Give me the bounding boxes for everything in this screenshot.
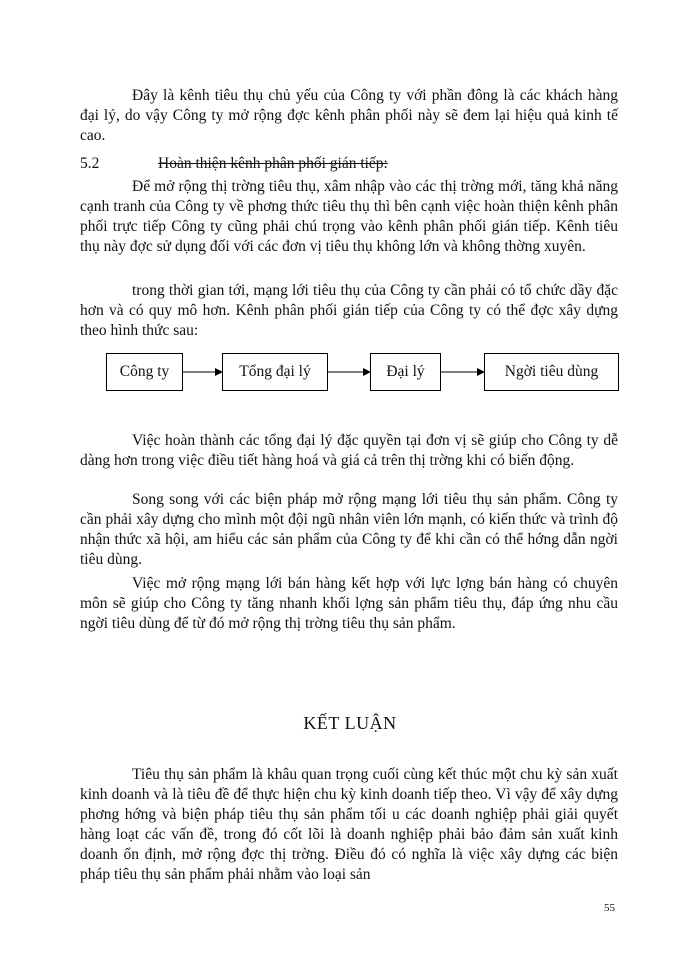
section-number: 5.2	[80, 155, 100, 172]
node-agent: Đại lý	[370, 353, 441, 391]
node-company: Công ty	[106, 353, 183, 391]
node-general-agent: Tổng đại lý	[222, 353, 328, 391]
paragraph-network: trong thời gian tới, mạng lới tiêu thụ của Công ty cần phải có tổ chức dầy đặc hơn và có quy mô hơn. Kênh phân phối gián tiếp của Công ty có thể đợc xây dựng theo hình thức sau:	[80, 282, 618, 339]
paragraph-general-agents: Việc hoàn thành các tổng đại lý đặc quyền tại đơn vị sẽ giúp cho Công ty dễ dàng hơn trong việc điều tiết hàng hoá và giá cả trên thị trờng khi có biến động.	[80, 432, 618, 469]
paragraph-staff: Song song với các biện pháp mở rộng mạng lới tiêu thụ sản phẩm. Công ty cần phải xây dựng cho mình một đội ngũ nhân viên lớn mạnh, có kiến thức và trình độ nhận thức xã hội, am hiểu các sản phẩm của Công ty để khi cần có thể hớng dẫn ngời tiêu dùng.	[80, 491, 618, 568]
page-number: 55	[604, 902, 615, 914]
paragraph-conclusion: Tiêu thụ sản phẩm là khâu quan trọng cuối cùng kết thúc một chu kỳ sản xuất kinh doanh và là tiêu đề để thực hiện chu kỳ kinh doanh tiếp theo. Vì vậy để xây dựng phơng hớng và biện pháp tiêu thụ sản phẩm tối u các doanh nghiệp phải giải quyết hàng loạt các vấn đề, trong đó cốt lõi là doanh nghiệp phải bảo đảm sản xuất kinh doanh ổn định, mở rộng đợc thị trờng. Điều đó có nghĩa là việc xây dựng các biện pháp tiêu thụ sản phẩm phải nhằm vào loại sản	[80, 766, 618, 883]
section-title: Hoàn thiện kênh phân phối gián tiếp:	[158, 155, 388, 172]
paragraph-sales-network: Việc mở rộng mạng lới bán hàng kết hợp với lực lợng bán hàng có chuyên môn sẽ giúp cho Công ty tăng nhanh khối lợng sản phẩm tiêu thụ, đáp ứng nhu cầu ngời tiêu dùng để từ đó mở rộng thị trờng tiêu thụ sản phẩm.	[80, 575, 618, 632]
distribution-channel-diagram	[106, 353, 626, 393]
paragraph-expand-market: Để mở rộng thị trờng tiêu thụ, xâm nhập vào các thị trờng mới, tăng khả năng cạnh tranh của Công ty về phơng thức tiêu thụ thì bên cạnh việc hoàn thiện kênh phân phối trực tiếp Công ty cũng phải chú trọng vào kênh phân phối gián tiếp. Kênh tiêu thụ này đợc sử dụng đối với các đơn vị tiêu thụ không lớn và không thờng xuyên.	[80, 178, 618, 255]
paragraph-intro: Đây là kênh tiêu thụ chủ yếu của Công ty với phần đông là các khách hàng đại lý, do vậy Công ty mở rộng đợc kênh phân phối này sẽ đem lại hiệu quả kinh tế cao.	[80, 87, 618, 144]
conclusion-heading: KẾT LUẬN	[303, 713, 397, 733]
node-consumer: Ngời tiêu dùng	[484, 353, 619, 391]
